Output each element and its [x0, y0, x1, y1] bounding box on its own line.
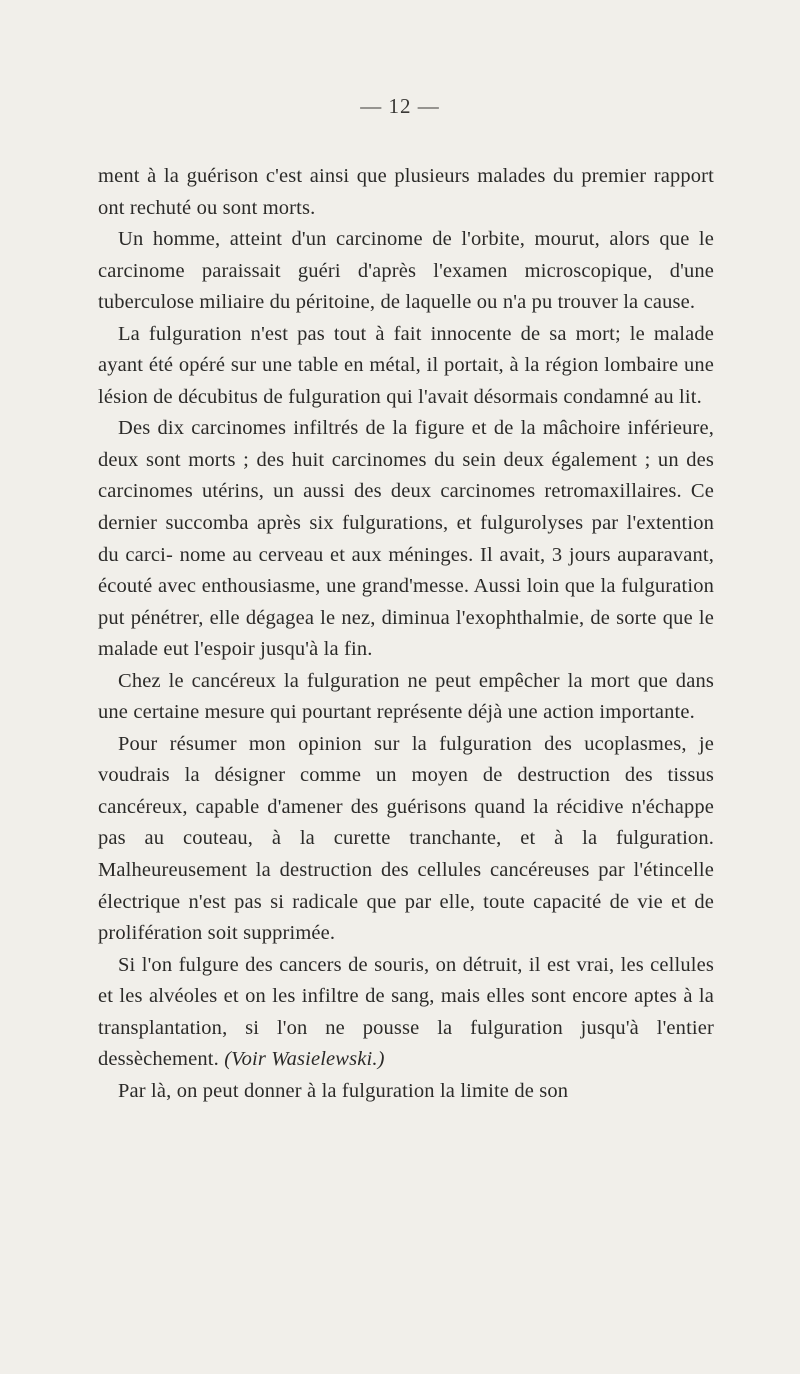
citation-reference: (Voir Wasielewski.): [224, 1048, 385, 1071]
paragraph-7: [98, 950, 714, 1076]
paragraph-2: [98, 224, 714, 319]
paragraph-text: Des dix carcinomes infiltrés de la figure et de la mâchoire inférieure, deux sont morts ; des huit carcinomes du sein deux également ; un des carcinomes utérins, un aussi des deux carcinomes retromaxillaires. Ce dernier succomba après six fulgurations, et fulgurolyses par l'extention du carci- nome au cerveau et aux méninges. Il avait, 3 jours auparavant, écouté avec enthousiasme, une grand'messe. Aussi loin que la fulguration put pénétrer, elle dégagea le nez, diminua l'exophthalmie, de sorte que le malade eut l'espoir jusqu'à la fin.: [98, 417, 714, 661]
paragraph-6: [98, 729, 714, 950]
paragraph-text: Pour résumer mon opinion sur la fulguration des ucoplasmes, je voudrais la désigner comme un moyen de destruction des tissus cancéreux, capable d'amener des guérisons quand la récidive n'échappe pas au couteau, à la curette tranchante, et à la fulguration. Malheureusement la destruction des cellules cancéreuses par l'étincelle électrique n'est pas si radicale que par elle, toute capacité de vie et de prolifération soit supprimée.: [98, 732, 714, 945]
page-number: — 12 —: [360, 94, 440, 118]
paragraph-text: ment à la guérison c'est ainsi que plusieurs malades du premier rapport ont rechuté ou sont morts.: [98, 165, 714, 219]
paragraph-text: Par là, on peut donner à la fulguration la limite de son: [118, 1079, 569, 1102]
paragraph-5: [98, 666, 714, 729]
paragraph-text: Un homme, atteint d'un carcinome de l'orbite, mourut, alors que le carcinome paraissait guéri d'après l'examen microscopique, d'une tuberculose miliaire du péritoine, de laquelle ou n'a pu trouver la cause.: [98, 228, 714, 314]
paragraph-4: [98, 413, 714, 665]
paragraph-text: La fulguration n'est pas tout à fait innocente de sa mort; le malade ayant été opéré sur une table en métal, il portait, à la région lombaire une lésion de décubitus de fulguration qui l'avait désormais condamné au lit.: [98, 322, 714, 408]
paragraph-3: [98, 319, 714, 414]
paragraph-text: Si l'on fulgure des cancers de souris, on détruit, il est vrai, les cellules et les alvéoles et on les infiltre de sang, mais elles sont encore aptes à la transplantation, si l'on ne pousse la fulguration jusqu'à l'entier dessèchement.: [98, 953, 714, 1071]
paragraph-text: Chez le cancéreux la fulguration ne peut empêcher la mort que dans une certaine mesure qui pourtant représente déjà une action importante.: [98, 669, 714, 724]
paragraph-8: [98, 1076, 714, 1108]
paragraph-1: [98, 161, 714, 224]
body-text: [98, 161, 714, 1107]
